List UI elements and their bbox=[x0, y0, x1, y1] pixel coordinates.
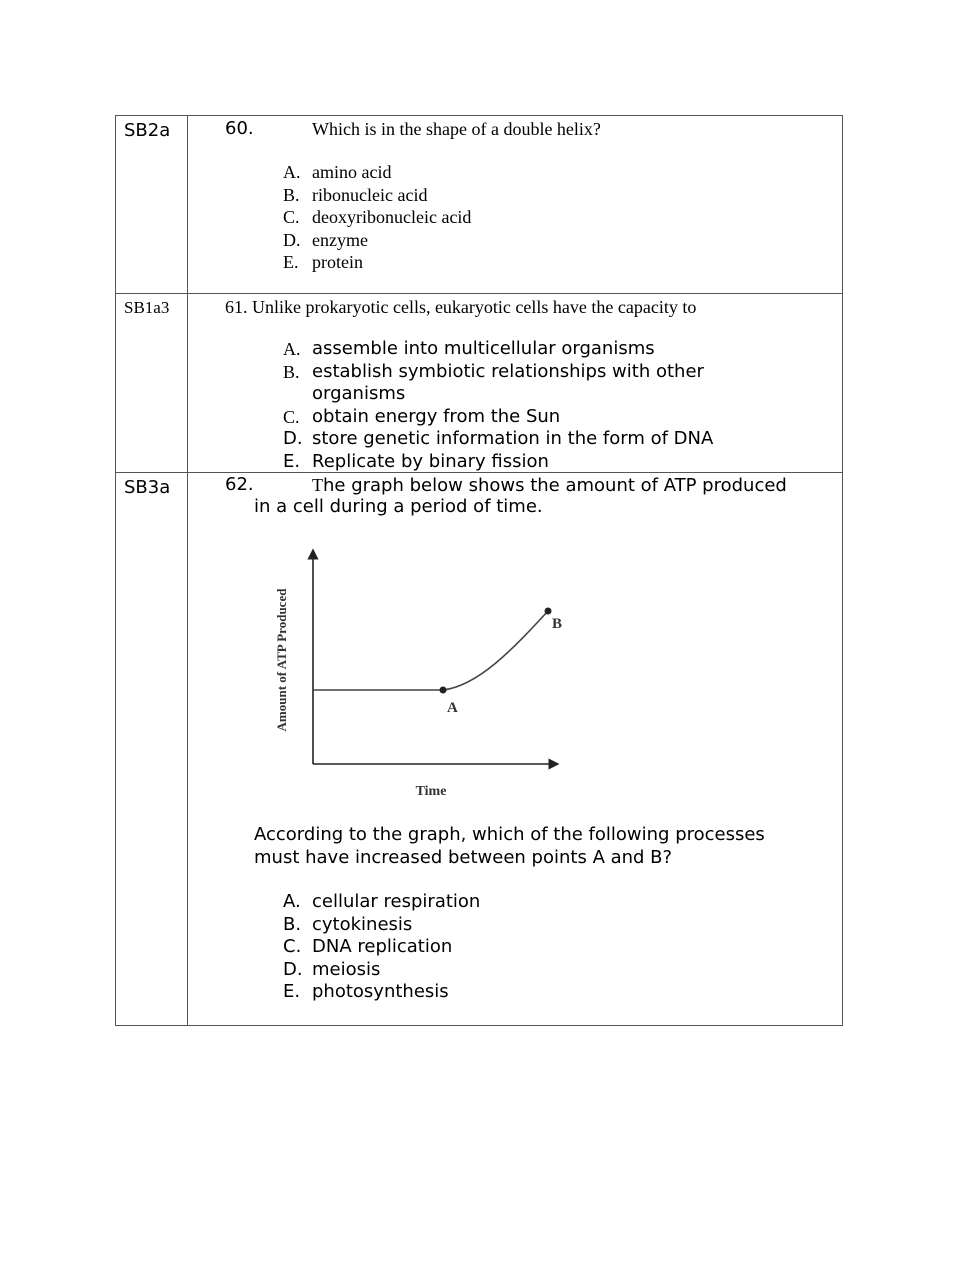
standard-code: SB2a bbox=[124, 120, 171, 141]
option-d[interactable]: D. enzyme bbox=[283, 229, 368, 250]
followup-line-2: must have increased between points A and B? bbox=[254, 847, 673, 868]
question-stem: 61. Unlike prokaryotic cells, eukaryotic cells have the capacity to bbox=[225, 297, 697, 317]
option-c[interactable]: C. deoxyribonucleic acid bbox=[283, 207, 472, 227]
question-number: 60. bbox=[225, 118, 254, 139]
answer-options bbox=[188, 891, 842, 1004]
y-axis-label: Amount of ATP Produced bbox=[274, 588, 289, 732]
option-a[interactable]: A. amino acid bbox=[283, 162, 392, 182]
answer-options bbox=[188, 161, 842, 274]
point-a-label: A bbox=[447, 700, 458, 716]
followup-line-1: According to the graph, which of the following processes bbox=[254, 824, 765, 845]
point-a-marker bbox=[440, 687, 447, 694]
point-b-label: B bbox=[552, 616, 563, 632]
question-row-60 bbox=[116, 116, 843, 294]
question-stem: The graph below shows the amount of ATP produced bbox=[312, 475, 787, 496]
option-b[interactable]: B. ribonucleic acid bbox=[283, 184, 428, 205]
atp-curve bbox=[313, 611, 548, 690]
question-table bbox=[115, 115, 843, 1026]
option-a[interactable]: A. assemble into multicellular organisms bbox=[283, 338, 655, 359]
question-number: 62. bbox=[225, 474, 254, 495]
answer-options bbox=[188, 338, 842, 473]
option-d[interactable]: D. meiosis bbox=[283, 958, 381, 980]
atp-graph bbox=[268, 541, 588, 811]
question-stem: Which is in the shape of a double helix? bbox=[312, 119, 601, 139]
option-e[interactable]: E. protein bbox=[283, 252, 363, 272]
option-b[interactable]: B. cytokinesis bbox=[283, 913, 413, 935]
option-c[interactable]: C. obtain energy from the Sun bbox=[283, 405, 561, 427]
question-stem-continued: in a cell during a period of time. bbox=[254, 496, 543, 517]
question-row-61 bbox=[116, 294, 843, 473]
question-row-62 bbox=[116, 473, 843, 1026]
option-b[interactable]: B. establish symbiotic relationships with other organisms bbox=[283, 360, 704, 404]
point-b-marker bbox=[545, 608, 552, 615]
option-d[interactable]: D. store genetic information in the form of DNA bbox=[283, 428, 714, 449]
standard-code: SB3a bbox=[124, 477, 171, 498]
option-a[interactable]: A. cellular respiration bbox=[283, 891, 481, 912]
option-e[interactable]: E. photosynthesis bbox=[283, 981, 449, 1002]
standard-code: SB1a3 bbox=[124, 298, 170, 317]
option-e[interactable]: E. Replicate by binary fission bbox=[283, 450, 549, 472]
option-c[interactable]: C. DNA replication bbox=[283, 936, 453, 957]
x-axis-label: Time bbox=[415, 784, 447, 799]
